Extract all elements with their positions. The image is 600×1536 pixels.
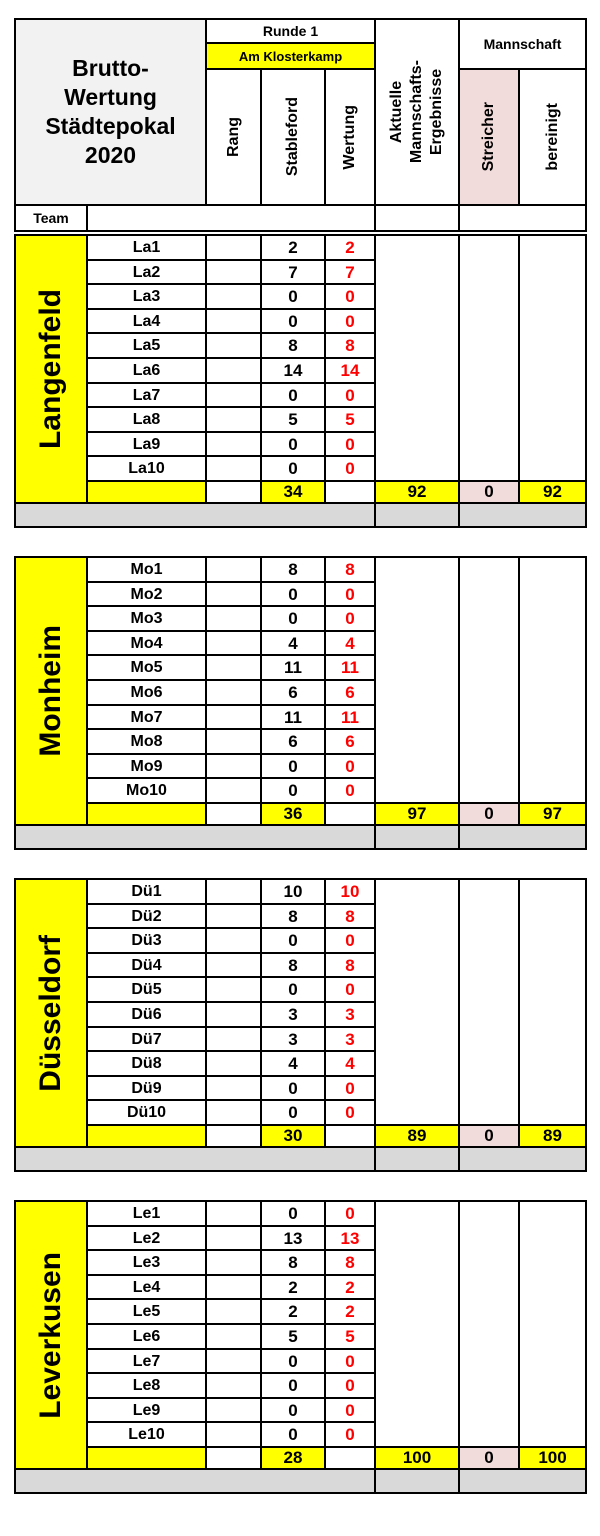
player-stableford: 0 (260, 1372, 326, 1399)
player-name: Le1 (86, 1200, 207, 1227)
player-rang (205, 1421, 262, 1448)
player-name: Mo5 (86, 654, 207, 681)
player-rang (205, 1372, 262, 1399)
player-wertung: 0 (324, 753, 376, 780)
player-name: La9 (86, 431, 207, 458)
col-stableford-header (260, 68, 326, 206)
player-wertung: 5 (324, 1323, 376, 1350)
player-rang (205, 1397, 262, 1424)
player-name: Dü5 (86, 976, 207, 1003)
separator-row (458, 1146, 587, 1172)
player-stableford: 3 (260, 1001, 326, 1028)
player-wertung: 8 (324, 332, 376, 359)
bereinigt-blank (518, 878, 587, 1126)
player-wertung: 0 (324, 976, 376, 1003)
player-wertung: 0 (324, 605, 376, 632)
col-stableford-label: Stableford (284, 97, 301, 177)
player-wertung: 0 (324, 1397, 376, 1424)
player-stableford: 0 (260, 927, 326, 954)
player-rang (205, 259, 262, 286)
player-name: Le10 (86, 1421, 207, 1448)
player-wertung: 8 (324, 952, 376, 979)
player-rang (205, 1348, 262, 1375)
team-aktuelle-result: 92 (374, 480, 460, 504)
player-stableford: 0 (260, 976, 326, 1003)
separator-row (374, 1468, 460, 1494)
player-stableford: 2 (260, 1274, 326, 1301)
team-bereinigt-result: 100 (518, 1446, 587, 1470)
player-rang (205, 1274, 262, 1301)
player-rang (205, 556, 262, 583)
player-name: Le2 (86, 1225, 207, 1252)
player-name: Dü1 (86, 878, 207, 905)
player-rang (205, 1075, 262, 1102)
bereinigt-blank (518, 556, 587, 804)
aktuelle-blank (374, 1200, 460, 1448)
player-wertung: 8 (324, 556, 376, 583)
sum-wertung-cell (324, 1446, 376, 1470)
player-rang (205, 1050, 262, 1077)
player-wertung: 6 (324, 679, 376, 706)
player-wertung: 0 (324, 1075, 376, 1102)
player-rang (205, 878, 262, 905)
team-streicher-value: 0 (458, 802, 520, 826)
player-name: La5 (86, 332, 207, 359)
player-rang (205, 903, 262, 930)
player-rang (205, 1298, 262, 1325)
col-aktuelle-header (374, 18, 460, 206)
player-stableford: 8 (260, 556, 326, 583)
player-stableford: 14 (260, 357, 326, 384)
separator-row (14, 1146, 376, 1172)
player-wertung: 3 (324, 1026, 376, 1053)
player-stableford: 11 (260, 654, 326, 681)
player-name: Mo6 (86, 679, 207, 706)
player-wertung: 3 (324, 1001, 376, 1028)
player-wertung: 8 (324, 903, 376, 930)
player-rang (205, 1099, 262, 1126)
col-streicher-label: Streicher (480, 102, 497, 172)
player-name: Dü2 (86, 903, 207, 930)
player-rang (205, 332, 262, 359)
aktuelle-blank (374, 234, 460, 482)
player-wertung: 0 (324, 1200, 376, 1227)
player-rang (205, 927, 262, 954)
separator-row (458, 824, 587, 850)
col-wertung-header (324, 68, 376, 206)
player-wertung: 0 (324, 581, 376, 608)
separator-row (14, 502, 376, 528)
player-rang (205, 283, 262, 310)
player-name: Mo2 (86, 581, 207, 608)
player-stableford: 0 (260, 1075, 326, 1102)
player-rang (205, 1323, 262, 1350)
player-rang (205, 1249, 262, 1276)
player-name: Le5 (86, 1298, 207, 1325)
team-row-blank (458, 204, 587, 232)
col-aktuelle-label: Aktuelle Mannschafts- Ergebnisse (388, 60, 445, 164)
player-rang (205, 753, 262, 780)
col-bereinigt-header (518, 68, 587, 206)
player-stableford: 0 (260, 1397, 326, 1424)
player-stableford: 3 (260, 1026, 326, 1053)
sheet-title: Brutto- Wertung Städtepokal 2020 (14, 18, 207, 206)
team-aktuelle-result: 97 (374, 802, 460, 826)
player-wertung: 2 (324, 1298, 376, 1325)
sum-label-cell (86, 480, 207, 504)
player-rang (205, 308, 262, 335)
col-rang-label: Rang (224, 117, 242, 157)
player-rang (205, 382, 262, 409)
team-bereinigt-result: 89 (518, 1124, 587, 1148)
player-rang (205, 431, 262, 458)
player-name: Dü6 (86, 1001, 207, 1028)
player-wertung: 0 (324, 308, 376, 335)
team-total-stableford: 30 (260, 1124, 326, 1148)
player-wertung: 11 (324, 704, 376, 731)
player-rang (205, 630, 262, 657)
team-row-blank (86, 204, 376, 232)
player-name: Mo3 (86, 605, 207, 632)
player-rang (205, 455, 262, 482)
player-rang (205, 234, 262, 261)
separator-row (374, 502, 460, 528)
col-rang-header (205, 68, 262, 206)
player-name: Le8 (86, 1372, 207, 1399)
player-stableford: 0 (260, 1099, 326, 1126)
player-rang (205, 1200, 262, 1227)
player-name: La4 (86, 308, 207, 335)
player-wertung: 4 (324, 1050, 376, 1077)
player-name: Le4 (86, 1274, 207, 1301)
team-name-cell (14, 878, 88, 1148)
player-stableford: 8 (260, 1249, 326, 1276)
player-name: La1 (86, 234, 207, 261)
player-name: La6 (86, 357, 207, 384)
separator-row (14, 824, 376, 850)
team-aktuelle-result: 89 (374, 1124, 460, 1148)
col-bereinigt-label: bereinigt (543, 103, 561, 171)
player-name: La2 (86, 259, 207, 286)
player-stableford: 6 (260, 679, 326, 706)
bereinigt-blank (518, 1200, 587, 1448)
sum-label-cell (86, 1446, 207, 1470)
sum-rang-cell (205, 802, 262, 826)
player-stableford: 0 (260, 283, 326, 310)
player-stableford: 6 (260, 728, 326, 755)
team-streicher-value: 0 (458, 1446, 520, 1470)
team-name: Leverkusen (34, 1251, 67, 1419)
player-wertung: 0 (324, 1372, 376, 1399)
player-rang (205, 406, 262, 433)
aktuelle-blank (374, 556, 460, 804)
streicher-blank (458, 878, 520, 1126)
player-name: Le3 (86, 1249, 207, 1276)
player-wertung: 0 (324, 1348, 376, 1375)
player-wertung: 7 (324, 259, 376, 286)
player-wertung: 0 (324, 382, 376, 409)
player-stableford: 5 (260, 406, 326, 433)
player-name: Mo8 (86, 728, 207, 755)
player-wertung: 11 (324, 654, 376, 681)
player-wertung: 0 (324, 777, 376, 804)
team-total-stableford: 34 (260, 480, 326, 504)
player-rang (205, 654, 262, 681)
player-name: Dü7 (86, 1026, 207, 1053)
player-name: Mo9 (86, 753, 207, 780)
player-stableford: 7 (260, 259, 326, 286)
player-wertung: 6 (324, 728, 376, 755)
sum-wertung-cell (324, 802, 376, 826)
player-wertung: 0 (324, 455, 376, 482)
player-wertung: 0 (324, 283, 376, 310)
player-wertung: 0 (324, 927, 376, 954)
player-stableford: 10 (260, 878, 326, 905)
player-name: Dü4 (86, 952, 207, 979)
team-name: Düsseldorf (34, 934, 67, 1092)
team-name: Monheim (34, 625, 67, 757)
streicher-blank (458, 556, 520, 804)
sum-rang-cell (205, 1124, 262, 1148)
player-wertung: 10 (324, 878, 376, 905)
player-stableford: 0 (260, 431, 326, 458)
player-rang (205, 581, 262, 608)
player-stableford: 8 (260, 903, 326, 930)
player-stableford: 0 (260, 1348, 326, 1375)
team-aktuelle-result: 100 (374, 1446, 460, 1470)
player-name: Dü8 (86, 1050, 207, 1077)
player-wertung: 2 (324, 1274, 376, 1301)
team-name-cell (14, 556, 88, 826)
player-name: Le9 (86, 1397, 207, 1424)
player-rang (205, 1026, 262, 1053)
team-column-label: Team (14, 204, 88, 232)
player-name: La7 (86, 382, 207, 409)
player-name: Dü10 (86, 1099, 207, 1126)
col-mannschaft-header: Mannschaft (458, 18, 587, 70)
player-stableford: 8 (260, 332, 326, 359)
player-stableford: 0 (260, 581, 326, 608)
sum-wertung-cell (324, 480, 376, 504)
sum-rang-cell (205, 480, 262, 504)
player-name: Mo10 (86, 777, 207, 804)
team-streicher-value: 0 (458, 480, 520, 504)
player-wertung: 2 (324, 234, 376, 261)
player-rang (205, 605, 262, 632)
team-name: Langenfeld (34, 288, 67, 449)
col-wertung-label: Wertung (341, 104, 358, 170)
team-total-stableford: 36 (260, 802, 326, 826)
sum-label-cell (86, 802, 207, 826)
player-name: Mo4 (86, 630, 207, 657)
player-stableford: 2 (260, 234, 326, 261)
separator-row (458, 502, 587, 528)
player-stableford: 2 (260, 1298, 326, 1325)
player-name: Le7 (86, 1348, 207, 1375)
player-stableford: 0 (260, 753, 326, 780)
player-stableford: 8 (260, 952, 326, 979)
player-stableford: 0 (260, 1200, 326, 1227)
player-stableford: 5 (260, 1323, 326, 1350)
player-wertung: 4 (324, 630, 376, 657)
player-name: La3 (86, 283, 207, 310)
player-wertung: 13 (324, 1225, 376, 1252)
separator-row (374, 1146, 460, 1172)
bereinigt-blank (518, 234, 587, 482)
player-stableford: 0 (260, 777, 326, 804)
separator-row (374, 824, 460, 850)
round-label: Runde 1 (205, 18, 376, 44)
player-name: La10 (86, 455, 207, 482)
player-name: Mo1 (86, 556, 207, 583)
player-name: Mo7 (86, 704, 207, 731)
team-name-cell (14, 234, 88, 504)
team-bereinigt-result: 92 (518, 480, 587, 504)
player-rang (205, 1225, 262, 1252)
player-name: La8 (86, 406, 207, 433)
player-rang (205, 357, 262, 384)
streicher-blank (458, 234, 520, 482)
player-stableford: 4 (260, 1050, 326, 1077)
player-name: Dü9 (86, 1075, 207, 1102)
player-rang (205, 704, 262, 731)
aktuelle-blank (374, 878, 460, 1126)
col-streicher-header (458, 68, 520, 206)
player-rang (205, 1001, 262, 1028)
player-wertung: 0 (324, 1099, 376, 1126)
player-rang (205, 777, 262, 804)
player-wertung: 5 (324, 406, 376, 433)
player-name: Le6 (86, 1323, 207, 1350)
player-rang (205, 728, 262, 755)
team-name-cell (14, 1200, 88, 1470)
separator-row (14, 1468, 376, 1494)
player-wertung: 0 (324, 1421, 376, 1448)
team-bereinigt-result: 97 (518, 802, 587, 826)
sum-wertung-cell (324, 1124, 376, 1148)
player-stableford: 4 (260, 630, 326, 657)
sum-rang-cell (205, 1446, 262, 1470)
team-streicher-value: 0 (458, 1124, 520, 1148)
player-wertung: 8 (324, 1249, 376, 1276)
player-rang (205, 679, 262, 706)
team-row-blank (374, 204, 460, 232)
separator-row (458, 1468, 587, 1494)
course-label: Am Klosterkamp (205, 42, 376, 70)
team-total-stableford: 28 (260, 1446, 326, 1470)
player-wertung: 0 (324, 431, 376, 458)
player-stableford: 0 (260, 605, 326, 632)
player-stableford: 13 (260, 1225, 326, 1252)
player-stableford: 0 (260, 308, 326, 335)
player-rang (205, 952, 262, 979)
player-stableford: 0 (260, 382, 326, 409)
player-wertung: 14 (324, 357, 376, 384)
player-stableford: 0 (260, 1421, 326, 1448)
sum-label-cell (86, 1124, 207, 1148)
player-stableford: 0 (260, 455, 326, 482)
streicher-blank (458, 1200, 520, 1448)
player-name: Dü3 (86, 927, 207, 954)
player-rang (205, 976, 262, 1003)
player-stableford: 11 (260, 704, 326, 731)
